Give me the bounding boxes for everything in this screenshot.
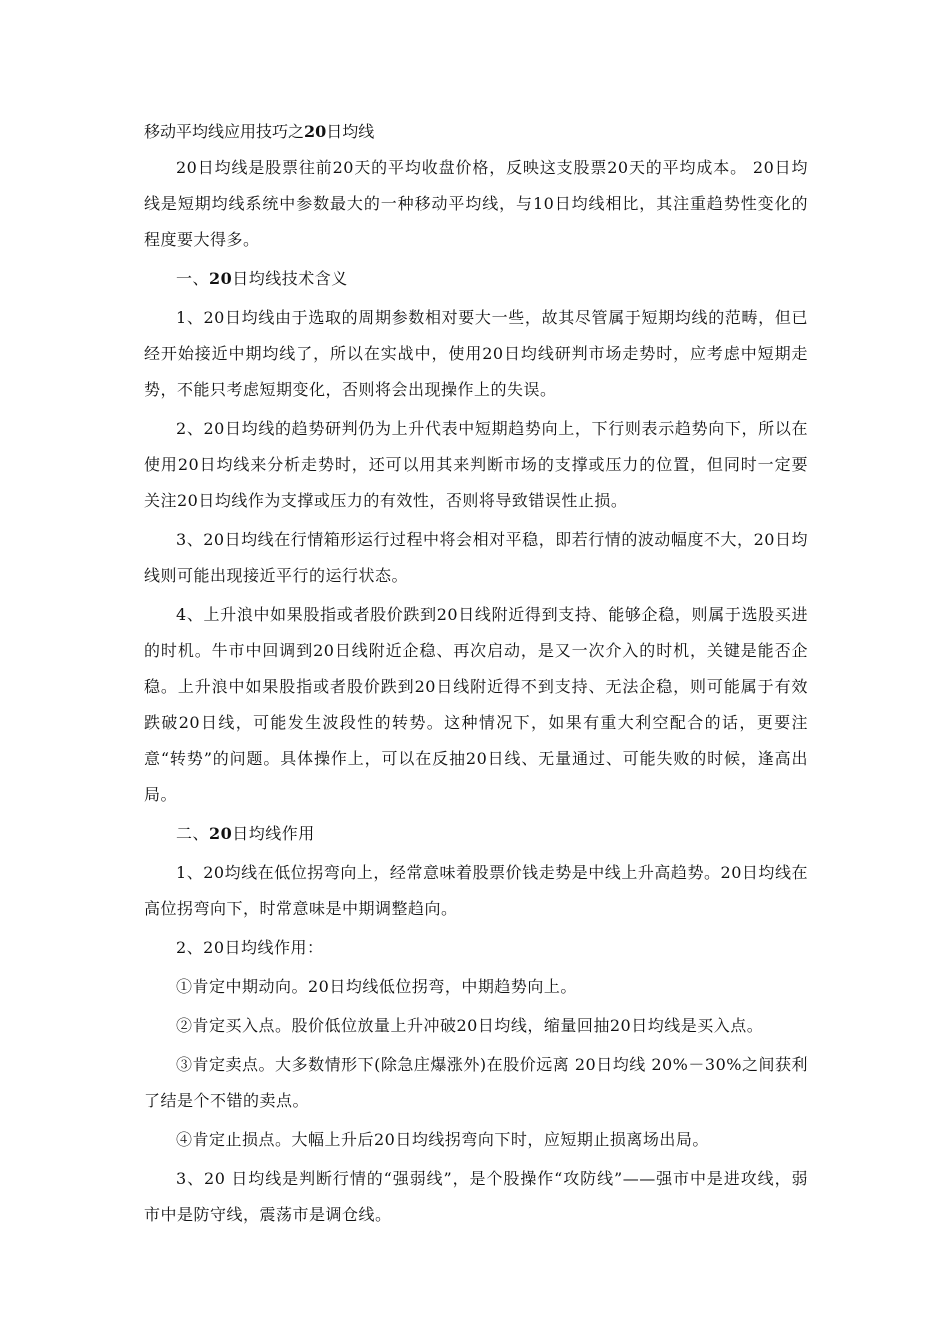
document-title bbox=[144, 116, 808, 148]
document-page bbox=[144, 116, 808, 1236]
title-number: 20 bbox=[304, 122, 327, 141]
section-heading-function bbox=[144, 816, 808, 852]
section-heading-text: 日均线技术含义 bbox=[232, 269, 348, 288]
title-suffix: 日均线 bbox=[326, 122, 375, 141]
section-heading-prefix: 一、 bbox=[176, 269, 210, 288]
section-heading-prefix: 二、 bbox=[176, 824, 210, 843]
section-heading-number: 20 bbox=[209, 269, 233, 288]
meaning-item-1: 1、20日均线由于选取的周期参数相对要大一些，故其尽管属于短期均线的范畴，但已经开始接近中期均线了，所以在实战中，使用20日均线研判市场走势时，应考虑中短期走势，不能只考虑短期变化，否则将会出现操作上的失误。 bbox=[144, 308, 808, 399]
function-subitem-4: ④肯定止损点。大幅上升后20日均线拐弯向下时，应短期止损离场出局。 bbox=[176, 1130, 709, 1149]
meaning-item-4: 4、上升浪中如果股指或者股价跌到20日线附近得到支持、能够企稳，则属于选股买进的时机。牛市中回调到20日线附近企稳、再次启动，是又一次介入的时机，关键是能否企稳。上升浪中如果股指或者股价跌到20日线附近得不到支持、无法企稳，则可能属于有效跌破20日线，可能发生波段性的转势。这种情况下，如果有重大利空配合的话，更要注意“转势”的问题。具体操作上，可以在反抽20日线、无量通过、可能失败的时候，逢高出局。 bbox=[144, 605, 808, 804]
section-heading-number: 20 bbox=[209, 824, 233, 843]
section-heading-text: 日均线作用 bbox=[232, 824, 315, 843]
title-prefix: 移动平均线应用技巧之 bbox=[144, 122, 305, 141]
function-item-3: 3、20 日均线是判断行情的“强弱线”，是个股操作“攻防线”——强市中是进攻线，弱市中是防守线，震荡市是调仓线。 bbox=[144, 1169, 808, 1224]
function-subitem-1: ①肯定中期动向。20日均线低位拐弯，中期趋势向上。 bbox=[176, 977, 577, 996]
intro-paragraph: 20日均线是股票往前20天的平均收盘价格，反映这支股票20天的平均成本。 20日均线是短期均线系统中参数最大的一种移动平均线，与10日均线相比，其注重趋势性变化的程度要大得多。 bbox=[144, 158, 808, 249]
function-item-1: 1、20均线在低位拐弯向上，经常意味着股票价钱走势是中线上升高趋势。20日均线在高位拐弯向下，时常意味是中期调整趋向。 bbox=[144, 863, 808, 918]
function-item-2: 2、20日均线作用： bbox=[176, 938, 324, 957]
meaning-item-3: 3、20日均线在行情箱形运行过程中将会相对平稳，即若行情的波动幅度不大，20日均线则可能出现接近平行的运行状态。 bbox=[144, 530, 808, 585]
function-subitem-2: ②肯定买入点。股价低位放量上升冲破20日均线，缩量回抽20日均线是买入点。 bbox=[176, 1016, 764, 1035]
meaning-item-2: 2、20日均线的趋势研判仍为上升代表中短期趋势向上，下行则表示趋势向下，所以在使用20日均线来分析走势时，还可以用其来判断市场的支撑或压力的位置，但同时一定要关注20日均线作为支撑或压力的有效性，否则将导致错误性止损。 bbox=[144, 419, 808, 510]
section-heading-technical-meaning bbox=[144, 261, 808, 297]
function-subitem-3: ③肯定卖点。大多数情形下(除急庄爆涨外)在股价远离 20日均线 20%－30%之间获利了结是个不错的卖点。 bbox=[144, 1055, 808, 1110]
